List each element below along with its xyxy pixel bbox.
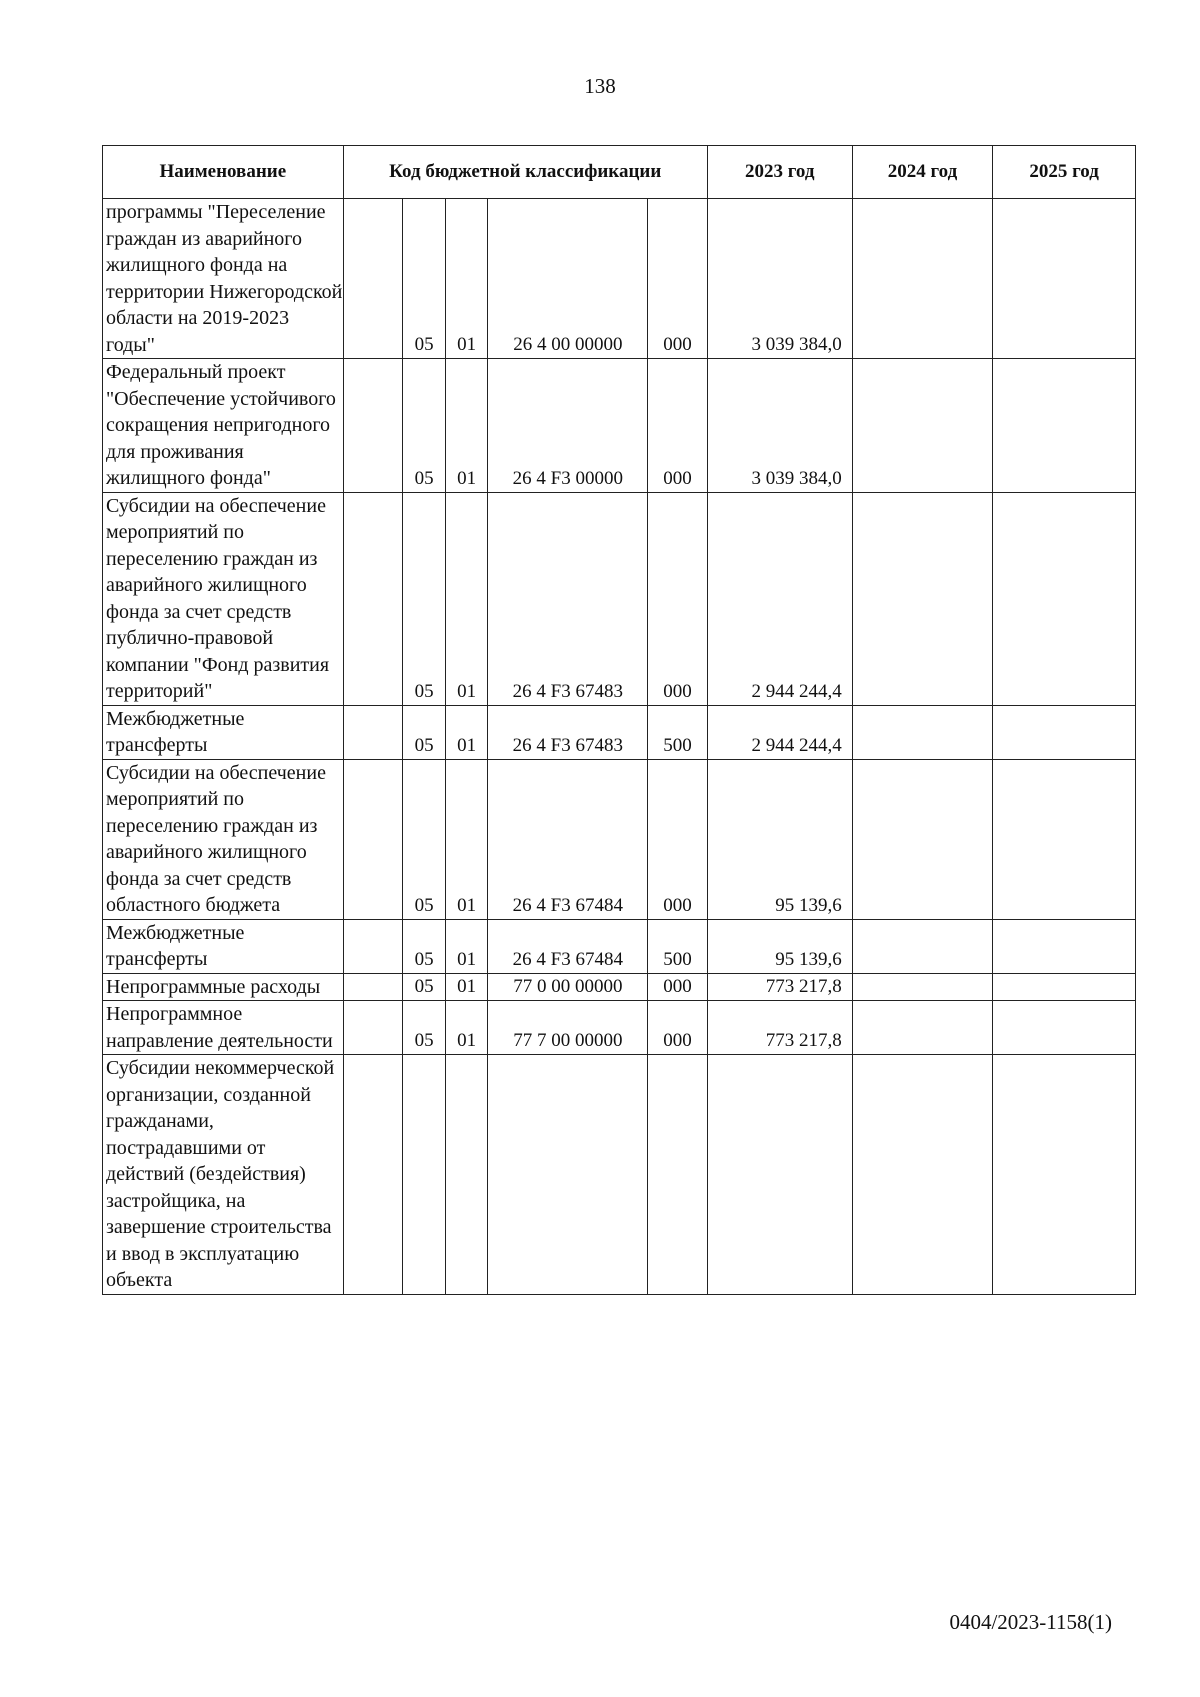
row-ministry-code bbox=[343, 359, 403, 493]
row-target-article: 77 0 00 00000 bbox=[488, 973, 648, 1001]
header-2023: 2023 год bbox=[707, 146, 852, 199]
table-row bbox=[103, 759, 1136, 919]
row-amount-2023: 773 217,8 bbox=[707, 973, 852, 1001]
row-ministry-code bbox=[343, 199, 403, 359]
row-amount-2024 bbox=[852, 492, 993, 705]
table-header-row bbox=[103, 146, 1136, 199]
row-target-article bbox=[488, 1055, 648, 1295]
row-target-article: 26 4 00 00000 bbox=[488, 199, 648, 359]
row-amount-2023: 95 139,6 bbox=[707, 759, 852, 919]
row-amount-2025 bbox=[993, 1001, 1136, 1055]
row-expense-type: 500 bbox=[648, 919, 708, 973]
row-amount-2025 bbox=[993, 919, 1136, 973]
row-ministry-code bbox=[343, 919, 403, 973]
row-section bbox=[403, 1055, 446, 1295]
row-amount-2024 bbox=[852, 1055, 993, 1295]
row-section: 05 bbox=[403, 919, 446, 973]
row-amount-2025 bbox=[993, 705, 1136, 759]
row-ministry-code bbox=[343, 1001, 403, 1055]
row-ministry-code bbox=[343, 759, 403, 919]
row-ministry-code bbox=[343, 705, 403, 759]
row-amount-2024 bbox=[852, 759, 993, 919]
row-ministry-code bbox=[343, 492, 403, 705]
row-subsection: 01 bbox=[445, 1001, 488, 1055]
row-target-article: 26 4 F3 67483 bbox=[488, 492, 648, 705]
row-name: Непрограммное направление деятельности bbox=[103, 1001, 344, 1055]
table-row bbox=[103, 359, 1136, 493]
row-expense-type: 000 bbox=[648, 973, 708, 1001]
row-name: Субсидии на обеспечение мероприятий по переселению граждан из аварийного жилищного фонда за счет средств публично-правовой компании "Фонд развития территорий" bbox=[103, 492, 344, 705]
row-expense-type: 000 bbox=[648, 492, 708, 705]
row-subsection: 01 bbox=[445, 705, 488, 759]
row-amount-2024 bbox=[852, 199, 993, 359]
row-target-article: 26 4 F3 00000 bbox=[488, 359, 648, 493]
page-number: 138 bbox=[584, 74, 616, 98]
row-subsection: 01 bbox=[445, 359, 488, 493]
row-amount-2023: 3 039 384,0 bbox=[707, 359, 852, 493]
row-amount-2025 bbox=[993, 492, 1136, 705]
table-row bbox=[103, 492, 1136, 705]
row-amount-2023 bbox=[707, 1055, 852, 1295]
table-row bbox=[103, 919, 1136, 973]
row-target-article: 26 4 F3 67484 bbox=[488, 759, 648, 919]
row-amount-2025 bbox=[993, 1055, 1136, 1295]
table-row bbox=[103, 705, 1136, 759]
document-code: 0404/2023-1158(1) bbox=[949, 1610, 1112, 1634]
row-target-article: 26 4 F3 67484 bbox=[488, 919, 648, 973]
table-row bbox=[103, 973, 1136, 1001]
table-row bbox=[103, 199, 1136, 359]
row-amount-2025 bbox=[993, 199, 1136, 359]
table-row bbox=[103, 1001, 1136, 1055]
row-subsection: 01 bbox=[445, 492, 488, 705]
row-name: Межбюджетные трансферты bbox=[103, 705, 344, 759]
table-row bbox=[103, 1055, 1136, 1295]
row-amount-2024 bbox=[852, 973, 993, 1001]
row-subsection: 01 bbox=[445, 919, 488, 973]
row-amount-2023: 2 944 244,4 bbox=[707, 705, 852, 759]
row-section: 05 bbox=[403, 759, 446, 919]
row-amount-2023: 95 139,6 bbox=[707, 919, 852, 973]
row-expense-type: 500 bbox=[648, 705, 708, 759]
row-section: 05 bbox=[403, 492, 446, 705]
row-target-article: 77 7 00 00000 bbox=[488, 1001, 648, 1055]
row-name: Непрограммные расходы bbox=[103, 973, 344, 1001]
row-expense-type: 000 bbox=[648, 1001, 708, 1055]
row-name: Межбюджетные трансферты bbox=[103, 919, 344, 973]
row-expense-type: 000 bbox=[648, 359, 708, 493]
row-expense-type: 000 bbox=[648, 199, 708, 359]
row-expense-type bbox=[648, 1055, 708, 1295]
row-section: 05 bbox=[403, 359, 446, 493]
row-amount-2024 bbox=[852, 705, 993, 759]
row-amount-2023: 2 944 244,4 bbox=[707, 492, 852, 705]
row-subsection bbox=[445, 1055, 488, 1295]
row-amount-2025 bbox=[993, 759, 1136, 919]
row-section: 05 bbox=[403, 1001, 446, 1055]
row-amount-2023: 3 039 384,0 bbox=[707, 199, 852, 359]
header-code: Код бюджетной классификации bbox=[343, 146, 707, 199]
header-2024: 2024 год bbox=[852, 146, 993, 199]
row-name: программы "Переселение граждан из аварийного жилищного фонда на территории Нижегородской области на 2019-2023 годы" bbox=[103, 199, 344, 359]
header-name: Наименование bbox=[103, 146, 344, 199]
row-target-article: 26 4 F3 67483 bbox=[488, 705, 648, 759]
row-subsection: 01 bbox=[445, 973, 488, 1001]
row-section: 05 bbox=[403, 199, 446, 359]
row-ministry-code bbox=[343, 1055, 403, 1295]
budget-table bbox=[102, 145, 1136, 1295]
row-name: Субсидии на обеспечение мероприятий по переселению граждан из аварийного жилищного фонда за счет средств областного бюджета bbox=[103, 759, 344, 919]
row-amount-2023: 773 217,8 bbox=[707, 1001, 852, 1055]
row-amount-2024 bbox=[852, 359, 993, 493]
row-ministry-code bbox=[343, 973, 403, 1001]
row-name: Субсидии некоммерческой организации, созданной гражданами, пострадавшими от действий (бездействия) застройщика, на завершение строительства и ввод в эксплуатацию объекта bbox=[103, 1055, 344, 1295]
row-name: Федеральный проект "Обеспечение устойчивого сокращения непригодного для проживания жилищного фонда" bbox=[103, 359, 344, 493]
row-amount-2025 bbox=[993, 359, 1136, 493]
header-2025: 2025 год bbox=[993, 146, 1136, 199]
row-amount-2024 bbox=[852, 1001, 993, 1055]
row-section: 05 bbox=[403, 973, 446, 1001]
row-amount-2025 bbox=[993, 973, 1136, 1001]
row-amount-2024 bbox=[852, 919, 993, 973]
row-subsection: 01 bbox=[445, 759, 488, 919]
row-expense-type: 000 bbox=[648, 759, 708, 919]
row-section: 05 bbox=[403, 705, 446, 759]
row-subsection: 01 bbox=[445, 199, 488, 359]
